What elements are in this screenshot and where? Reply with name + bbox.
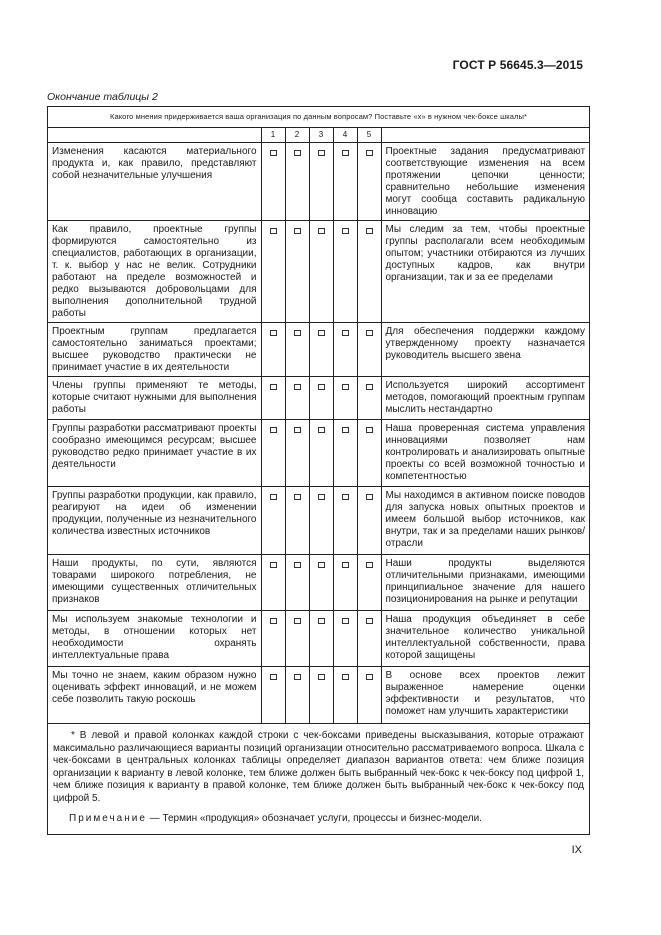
scale-checkbox-3[interactable] [318,150,325,156]
left-statement: Группы разработки рассматривают проекты сообразно имеющимся ресурсам; высшее руководство редко принимает участие в их деятельности [48,420,261,487]
scale-checkbox-2[interactable] [294,562,301,568]
scale-checkbox-4[interactable] [342,674,349,680]
scale-checkbox-1[interactable] [270,384,277,390]
scale-checkbox-1[interactable] [270,674,277,680]
scale-label-2: 2 [285,128,309,143]
scale-checkbox-3[interactable] [318,618,325,624]
right-statement: Проектные задания предусматривают соответствующие изменения на всем протяжении цепочки ценности; сравнительно небольшие изменения могут сообща составить радикальную инновацию [381,143,589,221]
scale-checkbox-2[interactable] [294,674,301,680]
scale-checkbox-2[interactable] [294,330,301,336]
scale-label-3: 3 [309,128,333,143]
right-statement: Мы находимся в активном поиске поводов для запуска новых опытных проектов и имеем большой выбор источников, как внутри, так и за пределами наших рынков/отрасли [381,487,589,555]
scale-checkbox-3[interactable] [318,330,325,336]
scale-checkbox-5[interactable] [366,384,373,390]
question-text: Какого мнения придерживается ваша организация по данным вопросам? Поставьте «х» в нужном чек-боксе шкалы* [48,107,589,128]
right-statement: Наши продукты выделяются отличительными признаками, имеющими принципиальное значение для нашего позиционирования на рынке и репутации [381,555,589,611]
scale-checkbox-5[interactable] [366,562,373,568]
left-statement: Изменения касаются материального продукта и, как правило, представляют собой незначительные улучшения [48,143,261,221]
scale-label-1: 1 [261,128,285,143]
scale-checkbox-1[interactable] [270,150,277,156]
scale-checkbox-4[interactable] [342,330,349,336]
scale-checkbox-1[interactable] [270,330,277,336]
right-statement: Мы следим за тем, чтобы проектные группы располагали всем необходимым опытом; участники отбираются из лучших доступных кадров, как внутри организации, так и за ее пределами [381,221,589,323]
scale-checkbox-2[interactable] [294,494,301,500]
scale-checkbox-5[interactable] [366,427,373,433]
statement-row [48,611,589,667]
statement-row [48,667,589,724]
note-text: — Термин «продукция» обозначает услуги, процессы и бизнес-модели. [146,813,482,824]
scale-checkbox-5[interactable] [366,228,373,234]
scale-checkbox-3[interactable] [318,562,325,568]
scale-label-4: 4 [333,128,357,143]
left-statement: Проектным группам предлагается самостоятельно заниматься проектами; высшее руководство практически не принимает участие в их деятельности [48,323,261,377]
table-caption: Окончание таблицы 2 [47,91,158,103]
survey-table [47,106,590,835]
scale-checkbox-5[interactable] [366,674,373,680]
scale-checkbox-4[interactable] [342,384,349,390]
scale-checkbox-4[interactable] [342,562,349,568]
statement-row [48,323,589,377]
footnote: * В левой и правой колонках каждой строки с чек-боксами приведены высказывания, которые отражают максимально различающиеся варианты позиций организации относительно рассматриваемого вопроса. Шкала с чек-боксами в центральных колонках таблицы определяет диапазон вариантов ответа: чем ближе позиция организации к варианту в левой колонке, тем ближе должен быть выбранный чек-бокс к чек-боксу под цифрой 1, чем ближе позиция к варианту в правой колонке, тем ближе должен быть выбранный чек-бокс к чек-боксу под цифрой 5. [53,730,584,804]
scale-checkbox-3[interactable] [318,384,325,390]
left-statement: Мы используем знакомые технологии и методы, в отношении которых нет необходимости охранять интеллектуальные права [48,611,261,667]
page-number: IX [571,844,582,856]
scale-checkbox-5[interactable] [366,494,373,500]
scale-checkbox-1[interactable] [270,618,277,624]
right-statement: Наша проверенная система управления инновациями позволяет нам контролировать и анализировать опытные проекты со всей возможной точностью и компетентностью [381,420,589,487]
scale-checkbox-4[interactable] [342,618,349,624]
right-statement: Для обеспечения поддержки каждому утвержденному проекту назначается руководитель высшего звена [381,323,589,377]
scale-checkbox-1[interactable] [270,494,277,500]
scale-checkbox-5[interactable] [366,150,373,156]
scale-checkbox-3[interactable] [318,427,325,433]
scale-checkbox-4[interactable] [342,150,349,156]
statement-row [48,221,589,323]
scale-checkbox-2[interactable] [294,427,301,433]
scale-checkbox-2[interactable] [294,150,301,156]
scale-row [48,128,589,143]
scale-label-5: 5 [357,128,381,143]
right-statement: В основе всех проектов лежит выраженное намерение оценки эффективности и результатов, что поможет нам улучшить характеристики [381,667,589,724]
scale-checkbox-3[interactable] [318,228,325,234]
scale-checkbox-2[interactable] [294,618,301,624]
left-statement: Группы разработки продукции, как правило, реагируют на идеи об изменении продукции, полученные из незначительного количества известных источников [48,487,261,555]
scale-checkbox-4[interactable] [342,427,349,433]
left-statement: Наши продукты, по сути, являются товарами широкого потребления, не имеющими существенных отличительных признаков [48,555,261,611]
scale-checkbox-3[interactable] [318,494,325,500]
statement-row [48,143,589,221]
note-label: Примечание [69,813,147,824]
document-code: ГОСТ Р 56645.3—2015 [452,58,583,72]
scale-checkbox-5[interactable] [366,618,373,624]
scale-checkbox-5[interactable] [366,330,373,336]
scale-checkbox-1[interactable] [270,427,277,433]
left-statement: Как правило, проектные группы формируются самостоятельно из специалистов, работающих в организации, т. к. выбор у нас не велик. Сотрудники работают на пределе возможностей и редко вызываются добровольцами для выполнения дополнительной трудной работы [48,221,261,323]
note [53,813,584,826]
right-statement: Используется широкий ассортимент методов, помогающий проектным группам мыслить нестандартно [381,377,589,420]
scale-checkbox-1[interactable] [270,228,277,234]
table-footer [48,724,589,834]
statement-row [48,487,589,555]
statement-row [48,377,589,420]
statement-row [48,420,589,487]
left-statement: Мы точно не знаем, каким образом нужно оценивать эффект инноваций, и не можем себе позволить такую роскошь [48,667,261,724]
scale-checkbox-1[interactable] [270,562,277,568]
right-statement: Наша продукция объединяет в себе значительное количество уникальной интеллектуальной собственности, права которой защищены [381,611,589,667]
scale-checkbox-4[interactable] [342,228,349,234]
left-statement: Члены группы применяют те методы, которые считают нужными для выполнения работы [48,377,261,420]
scale-checkbox-2[interactable] [294,384,301,390]
scale-checkbox-2[interactable] [294,228,301,234]
scale-checkbox-3[interactable] [318,674,325,680]
scale-checkbox-4[interactable] [342,494,349,500]
statement-row [48,555,589,611]
question-row [48,107,589,128]
